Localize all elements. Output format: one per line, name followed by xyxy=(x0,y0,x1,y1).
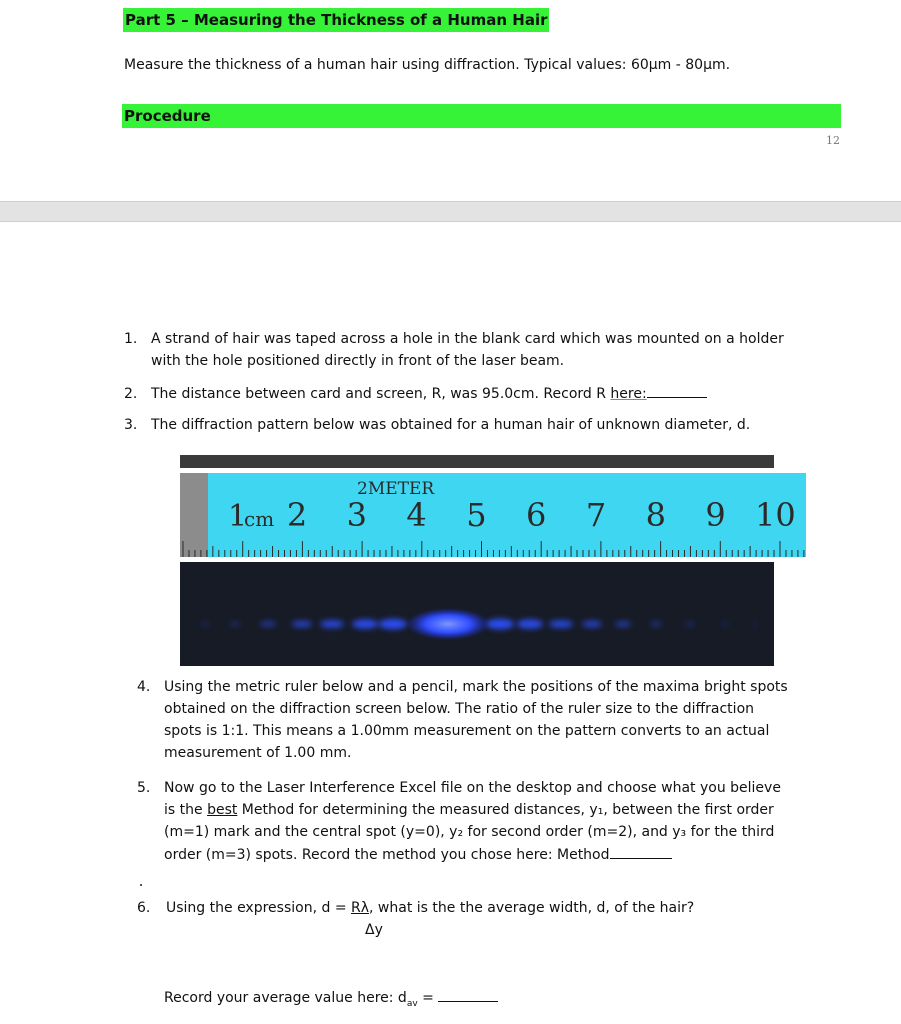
ruler-unit: cm xyxy=(244,507,275,531)
diffraction-spot xyxy=(615,621,631,626)
step-text: measurement of 1.00 mm. xyxy=(164,745,352,761)
answer-blank-r[interactable] xyxy=(647,383,707,398)
diffraction-spot xyxy=(549,620,573,628)
diffraction-spot xyxy=(201,622,209,625)
diffraction-spot xyxy=(352,619,378,628)
diffraction-spot xyxy=(320,620,344,628)
answer-blank-method[interactable] xyxy=(610,844,672,859)
diffraction-spot xyxy=(486,619,514,629)
answer-blank-dav[interactable] xyxy=(438,987,498,1002)
record-average: Record your average value here: $d_{av}$ = xyxy=(164,987,564,1009)
page-break xyxy=(0,201,901,222)
procedure-heading: Procedure xyxy=(122,104,841,128)
step-text: spots is 1:1. This means a 1.00mm measurement on the pattern converts to an actual xyxy=(164,723,770,739)
step-text: The diffraction pattern below was obtained for a human hair of unknown diameter, d. xyxy=(151,417,751,433)
step-text: (m=1) mark and the central spot (y=0), y₂ for second order (m=2), and y₃ for the third xyxy=(164,824,775,840)
ruler-end-cap xyxy=(180,473,208,557)
ruler-number-1: 1 xyxy=(228,499,248,534)
record-label: Record your average value here: d xyxy=(164,990,407,1006)
step-6 xyxy=(137,897,857,945)
step-number: 4. xyxy=(137,679,151,695)
diffraction-spot xyxy=(230,622,240,626)
step-2 xyxy=(124,383,864,405)
record-link[interactable]: here: xyxy=(610,386,647,402)
step-text: Using the metric ruler below and a pencil, mark the positions of the maxima bright spots xyxy=(164,679,788,695)
ruler-number-2: 2 xyxy=(286,496,308,534)
step-number: 6. xyxy=(137,900,151,916)
emphasis-best: best xyxy=(207,802,238,818)
intro-text: Measure the thickness of a human hair using diffraction. Typical values: 60μm - 80μm. xyxy=(124,57,731,73)
diffraction-spot xyxy=(260,622,276,627)
step-4 xyxy=(137,676,857,764)
ruler-brand-label: 2METER xyxy=(357,479,435,499)
part-title: Part 5 – Measuring the Thickness of a Human Hair xyxy=(123,8,549,32)
diffraction-spot xyxy=(650,622,662,626)
diffraction-spot xyxy=(379,619,407,629)
ruler-number-9: 9 xyxy=(705,496,726,534)
screen-edge-strip xyxy=(180,455,774,468)
ruler-number-6: 6 xyxy=(526,496,547,534)
step-number: 5. xyxy=(137,780,151,796)
central-maximum xyxy=(406,608,490,640)
diffraction-spot xyxy=(582,621,602,627)
step-text: Now go to the Laser Interference Excel file on the desktop and choose what you believe xyxy=(164,780,781,796)
ruler-number-8: 8 xyxy=(645,496,666,534)
step-3 xyxy=(124,414,864,436)
diffraction-pattern xyxy=(180,562,774,666)
step-text: Using the expression, d = Rλ, what is the the average width, d, of the hair? xyxy=(166,900,695,916)
stray-mark xyxy=(140,884,142,886)
ruler-number-5: 5 xyxy=(466,496,487,534)
ruler-numbers xyxy=(287,496,796,534)
step-number: 3. xyxy=(124,417,138,433)
ruler-number-10: 10 xyxy=(755,496,796,534)
ruler-number-4: 4 xyxy=(406,496,427,534)
step-text: order (m=3) spots. Record the method you chose here: Method xyxy=(164,844,672,866)
step-number: 1. xyxy=(124,331,138,347)
step-5 xyxy=(137,777,857,867)
ruler-number-3: 3 xyxy=(346,496,367,534)
ruler-number-7: 7 xyxy=(585,496,607,534)
diffraction-spot xyxy=(517,619,543,628)
step-text: obtained on the diffraction screen below. The ratio of the ruler size to the diffraction xyxy=(164,701,755,717)
page-number: 12 xyxy=(826,134,840,147)
diffraction-spot xyxy=(292,621,312,627)
record-subscript: av xyxy=(406,998,418,1009)
step-text: is the best Method for determining the measured distances, y₁, between the first order xyxy=(164,802,774,818)
step-text: with the hole positioned directly in front of the laser beam. xyxy=(151,353,565,369)
step-1 xyxy=(124,328,864,372)
diffraction-spot xyxy=(721,623,729,626)
formula-denominator: Δy xyxy=(365,922,383,938)
step-number: 2. xyxy=(124,386,138,402)
diffraction-spot xyxy=(685,622,695,626)
metric-ruler xyxy=(180,473,806,557)
diffraction-spot xyxy=(752,623,758,625)
step-text: A strand of hair was taped across a hole in the blank card which was mounted on a holder xyxy=(151,331,784,347)
formula-numerator: Rλ xyxy=(351,900,370,916)
step-text: The distance between card and screen, R, was 95.0cm. Record R here: xyxy=(151,383,707,405)
